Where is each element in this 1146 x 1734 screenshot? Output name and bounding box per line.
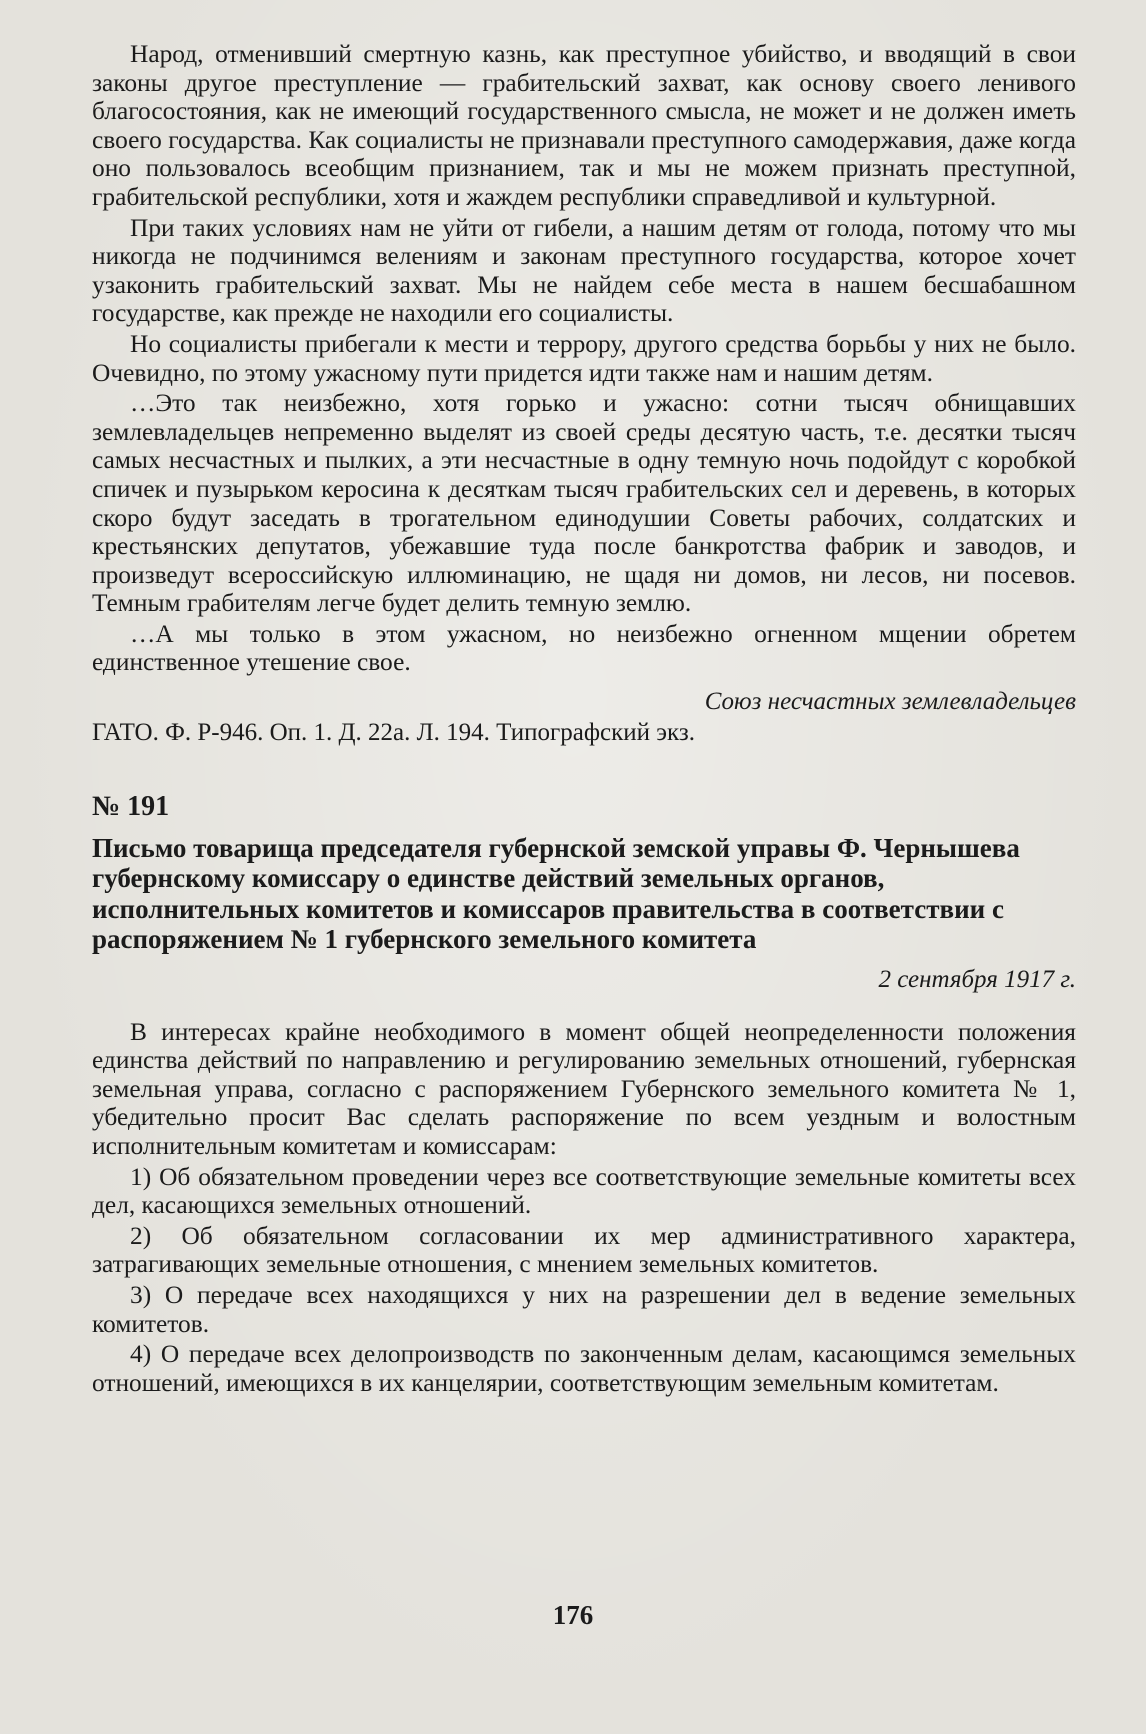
letter-paragraph-1: В интересах крайне необходимого в момент общей неопределенности положения единства действий по направлению и регулированию земельных отношений, губернская земельная управа, согласно с распоряжением Губернского земельного комитета № 1, убедительно просит Вас сделать распоряжение по всем уездным и волостным исполнительным комитетам и комиссарам: <box>92 1017 1076 1161</box>
letter-item-3: 3) О передаче всех находящихся у них на разрешении дел в ведение земельных комитетов. <box>92 1281 1076 1338</box>
letter-item-1: 1) Об обязательном проведении через все соответствующие земельные комитеты всех дел, касающихся земельных отношений. <box>92 1162 1076 1220</box>
paragraph-2: При таких условиях нам не уйти от гибели, а нашим детям от голода, потому что мы никогда не подчинимся велениям и законам преступного государства, которое хочет узаконить грабительский захват. Мы не найдем себе места в нашем бесшабашном государстве, как прежде не находили его социалисты. <box>92 213 1076 328</box>
letter-item-4: 4) О передаче всех делопроизводств по законченным делам, касающимся земельных отношений, имеющихся в их канцелярии, соответствующим земельным комитетам. <box>92 1340 1076 1397</box>
paragraph-3: Но социалисты прибегали к мести и террору, другого средства борьбы у них не было. Очевидно, по этому ужасному пути придется идти также нам и нашим детям. <box>92 329 1076 387</box>
signature: Союз несчастных землевладельцев <box>704 688 1076 716</box>
paragraph-1: Народ, отменивший смертную казнь, как преступное убийство, и вводящий в свои законы другое преступление — грабительский захват, как основу своего ленивого благосостояния, как не имеющий государственного смысла, не может и не должен иметь своего государства. Как социалисты не признавали преступного самодержавия, даже когда оно пользовалось всеобщим признанием, так и мы не можем признать преступной, грабительской республики, хотя и жаждем республики справедливой и культурной. <box>92 40 1076 211</box>
page-number: 176 <box>552 1600 594 1630</box>
paragraph-4: …Это так неизбежно, хотя горько и ужасно: сотни тысяч обнищавших землевладельцев непременно выделят из своей среды десятую часть, т.е. десятки тысяч самых несчастных и пылких, а эти несчастные в одну темную ночь подойдут с коробкой спичек и пузырьком керосина к десяткам тысяч грабительских сел и деревень, в которых скоро будут заседать в трогательном единодушии Советы рабочих, солдатских и крестьянских депутатов, убежавшие туда после банкротства фабрик и заводов, и произведут всероссийскую иллюминацию, не щадя ни домов, ни лесов, ни посевов. Темным грабителям легче будет делить темную землю. <box>92 389 1076 618</box>
archive-reference: ГАТО. Ф. Р-946. Оп. 1. Д. 22а. Л. 194. Типографский экз. <box>92 719 695 747</box>
document-number: № 191 <box>92 791 170 823</box>
paragraph-5: …А мы только в этом ужасном, но неизбежно огненном мщении обретем единственное утешение свое. <box>92 619 1076 677</box>
letter-item-2: 2) Об обязательном согласовании их мер административного характера, затрагивающих земельные отношения, с мнением земельных комитетов. <box>92 1221 1076 1279</box>
document-title: Письмо товарища председателя губернской земской управы Ф. Чернышева губернскому комиссару о единстве действий земельных органов, исполнительных комитетов и комиссаров правительства в соответствии с распоряжением № 1 губернского земельного комитета <box>92 833 1020 955</box>
document-date: 2 сентября 1917 г. <box>878 965 1076 993</box>
